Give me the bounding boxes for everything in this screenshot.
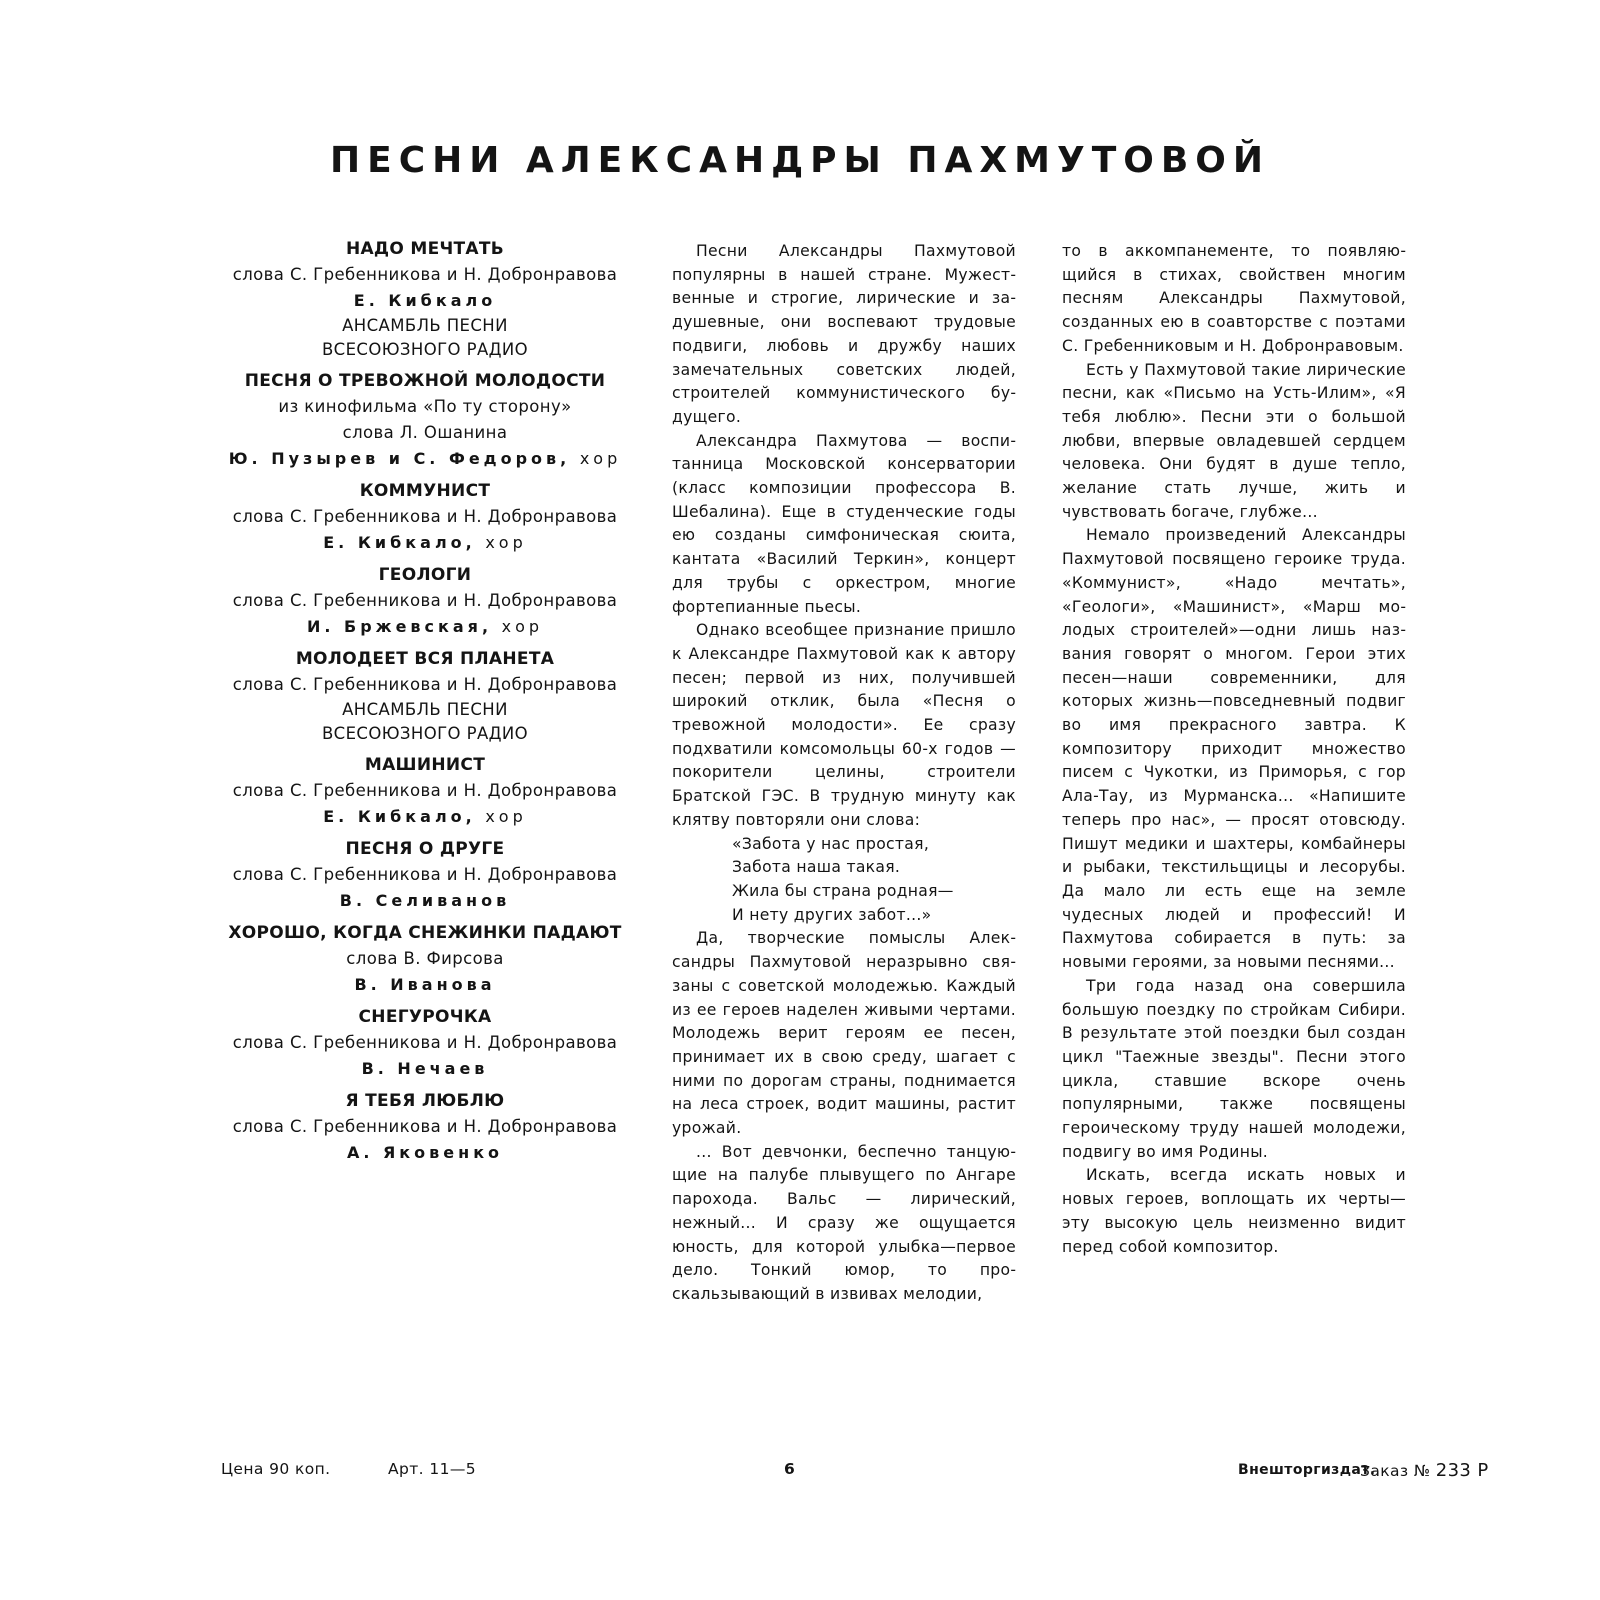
song-credit-line: слова В. Фирсова: [346, 949, 504, 968]
article-column-1: [672, 240, 1016, 1307]
article-paragraph: Песни Александры Пахмутовой популярны в нашей стране. Мужественные и строгие, лирические и задушевные, они воспевают трудовые подвиги, любовь и дружбу наших замечательных советских людей, строителей коммунистического будущего.: [672, 242, 1016, 426]
song-entry: [200, 646, 650, 746]
song-entry: [200, 836, 650, 914]
performer-name: А. Яковенко: [346, 1143, 504, 1162]
song-credit-line: слова С. Гребенникова и Н. Добронравова: [232, 507, 618, 526]
song-credit-line: из кинофильма «По ту сторону»: [278, 397, 572, 416]
song-performer: [200, 530, 650, 556]
performer-name: В. Иванова: [354, 975, 496, 994]
song-entry: [200, 1004, 650, 1082]
footer-article-code: Арт. 11—5: [388, 1460, 477, 1478]
article-paragraph: Искать, всегда искать новых и новых героев, воплощать их черты—эту высокую цель неизменно видит перед собой композитор.: [1062, 1166, 1406, 1256]
article-paragraph: ... Вот девчонки, беспечно танцующие на палубе плывущего по Ангаре парохода. Вальс — лирический, нежный... И сразу же ощущается юность, для которой улыбка—первое дело. Тонкий юмор, то проскальзывающий в извивах мелодии,: [672, 1142, 1016, 1303]
poem-line: Забота наша такая.: [732, 858, 901, 877]
song-credit-line: слова С. Гребенникова и Н. Добронравова: [232, 865, 618, 884]
song-title: МОЛОДЕЕТ ВСЯ ПЛАНЕТА: [295, 649, 555, 669]
performer-extra: хор: [485, 807, 527, 826]
song-title: МАШИНИСТ: [364, 755, 486, 775]
song-entry: [200, 562, 650, 640]
song-performer: [200, 288, 650, 314]
article-paragraph: Да, творческие помыслы Александры Пахмутовой неразрывно связаны с советской молодежью. Каждый из ее героев наделен живыми чертами. Молодежь верит героям ее песен, принимает их в свою среду, шагает с ними по дорогам страны, поднимается на леса строек, водит машины, растит урожай.: [672, 929, 1016, 1138]
performer-extra: хор: [579, 449, 622, 468]
article-paragraph: Однако всеобщее признание пришло к Александре Пахмутовой как к автору песен; первой из них, получившей широкий отклик, была «Песня о тревожной молодости». Ее сразу подхватили комсомольцы 60-х годов — покорители целины, строители Братской ГЭС. В трудную минуту как клятву повторяли они слова:: [672, 621, 1016, 829]
performer-name: Е. Кибкало,: [323, 533, 476, 552]
article-paragraph: то в аккомпанементе, то появляющийся в стихах, свойствен многим песням Александры Пахмутовой, созданных ею в соавторстве с поэтами С. Гребенниковым и Н. Добронравовым.: [1062, 242, 1406, 355]
performer-name: Е. Кибкало: [353, 291, 497, 310]
song-credit-line: слова Л. Ошанина: [342, 423, 508, 442]
song-credit-line: слова С. Гребенникова и Н. Добронравова: [232, 265, 618, 284]
song-ensemble-line: АНСАМБЛЬ ПЕСНИ: [342, 316, 508, 335]
song-performer: [200, 446, 650, 472]
performer-extra: хор: [485, 533, 527, 552]
song-performer: [200, 1140, 650, 1166]
article-paragraph: Три года назад она совершила большую поездку по стройкам Сибири. В результате этой поездки был создан цикл "Таежные звезды". Песни этого цикла, ставшие вскоре очень популярными, также посвящены героическому труду нашей молодежи, подвигу во имя Родины.: [1062, 976, 1406, 1161]
song-performer: [200, 614, 650, 640]
song-ensemble-line: ВСЕСОЮЗНОГО РАДИО: [321, 340, 529, 359]
song-title: СНЕГУРОЧКА: [358, 1007, 492, 1027]
song-credit-line: слова С. Гребенникова и Н. Добронравова: [232, 675, 618, 694]
song-performer: [200, 972, 650, 998]
song-performer: [200, 888, 650, 914]
song-entry: [200, 1088, 650, 1166]
song-title: НАДО МЕЧТАТЬ: [345, 239, 505, 259]
song-performer: [200, 1056, 650, 1082]
order-label: Заказ №: [1360, 1462, 1431, 1480]
article-paragraph: Александра Пахмутова — воспитанница Московской консерватории (класс композиции профессора В. Шебалина). Еще в студенческие годы ею созданы симфоническая сюита, кантата «Василий Теркин», концерт для трубы с оркестром, многие фортепианные пьесы.: [672, 431, 1016, 616]
article-paragraph: Немало произведений Александры Пахмутовой посвящено героике труда. «Коммунист», «Надо мечтать», «Геологи», «Машинист», «Марш молодых строителей»—одни лишь названия говорят о многом. Герои этих песен—наши современники, для которых жизнь—повседневный подвиг во имя прекрасного завтра. К композитору приходит множество писем с Чукотки, из Приморья, с гор Ала-Тау, из Мурманска... «Напишите теперь про нас», — просят отовсюду. Пишут медики и шахтеры, комбайнеры и рыбаки, текстильщицы и лесорубы. Да мало ли есть еще на земле чудесных людей и профессий! И Пахмутова собирается в путь: за новыми героями, за новыми песнями...: [1062, 526, 1406, 972]
order-number: 233 Р: [1435, 1460, 1489, 1481]
song-entry: [200, 920, 650, 998]
page-number: 6: [784, 1460, 796, 1478]
song-title: Я ТЕБЯ ЛЮБЛЮ: [345, 1091, 505, 1111]
song-ensemble-line: ВСЕСОЮЗНОГО РАДИО: [321, 724, 529, 743]
song-credit-line: слова С. Гребенникова и Н. Добронравова: [232, 1033, 618, 1052]
poem-line: Жила бы страна родная—: [732, 881, 954, 900]
song-title: КОММУНИСТ: [359, 481, 491, 501]
song-credit-line: слова С. Гребенникова и Н. Добронравова: [232, 1117, 618, 1136]
song-list: [200, 236, 650, 1172]
article-column-2: [1062, 240, 1406, 1259]
performer-name: Ю. Пузырев и С. Федоров,: [228, 449, 571, 468]
performer-name: В. Нечаев: [361, 1059, 489, 1078]
poem-line: «Забота у нас простая,: [732, 834, 930, 853]
song-entry: [200, 368, 650, 472]
article-paragraph: Есть у Пахмутовой такие лирические песни, как «Письмо на Усть-Илим», «Я тебя люблю». Песни эти о большой любви, впервые овладевшей сердцем человека. Они будят в душе тепло, желание стать лучше, жить и чувствовать богаче, глубже...: [1062, 360, 1406, 521]
song-title: ГЕОЛОГИ: [378, 565, 472, 585]
song-title: ПЕСНЯ О ДРУГЕ: [345, 839, 505, 859]
poem-line: И нету других забот...»: [732, 905, 932, 924]
song-title: ХОРОШО, КОГДА СНЕЖИНКИ ПАДАЮТ: [228, 923, 622, 943]
poem-quote: [732, 833, 1016, 928]
song-performer: [200, 804, 650, 830]
song-entry: [200, 752, 650, 830]
page-title: ПЕСНИ АЛЕКСАНДРЫ ПАХМУТОВОЙ: [329, 140, 1271, 181]
performer-extra: хор: [501, 617, 544, 636]
footer-order: [1360, 1460, 1489, 1481]
performer-name: И. Бржевская,: [306, 617, 493, 636]
song-credit-line: слова С. Гребенникова и Н. Добронравова: [232, 781, 618, 800]
song-ensemble-line: АНСАМБЛЬ ПЕСНИ: [342, 700, 508, 719]
song-entry: [200, 478, 650, 556]
performer-name: В. Селиванов: [339, 891, 511, 910]
song-entry: [200, 236, 650, 362]
footer-publisher: Внешторгиздат.: [1238, 1462, 1376, 1478]
footer-price: Цена 90 коп.: [221, 1460, 331, 1478]
performer-name: Е. Кибкало,: [323, 807, 476, 826]
song-title: ПЕСНЯ О ТРЕВОЖНОЙ МОЛОДОСТИ: [244, 371, 606, 391]
song-credit-line: слова С. Гребенникова и Н. Добронравова: [232, 591, 618, 610]
